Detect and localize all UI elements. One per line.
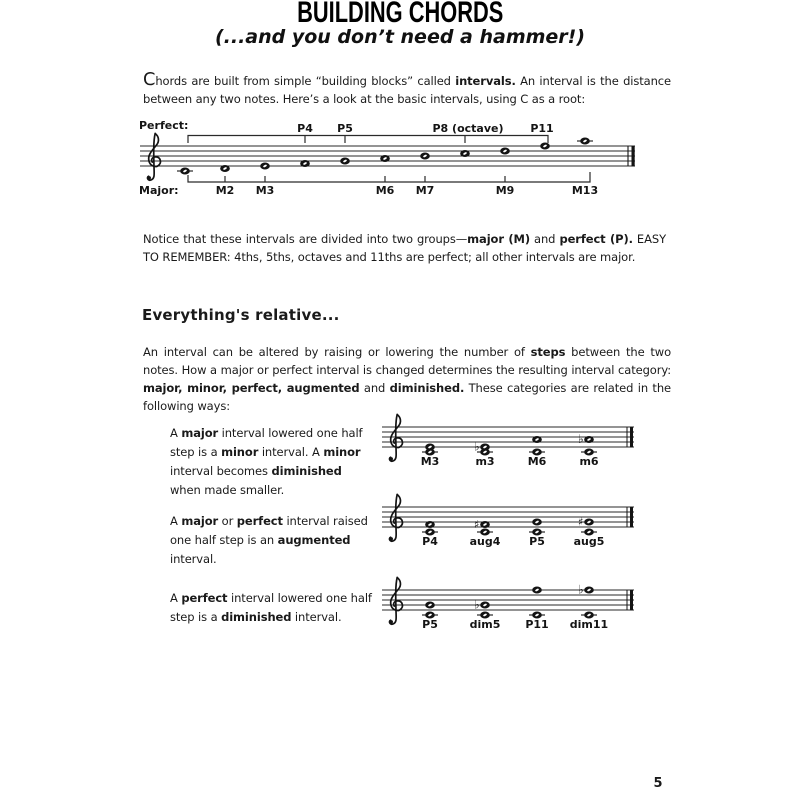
interval-label: P5 [337,122,353,135]
note-label: P5 [422,618,438,631]
interval-label: M6 [375,184,395,197]
whole-note [585,437,594,443]
sharp-icon: ♯ [578,515,584,529]
whole-note [541,143,550,149]
whole-note [341,158,350,164]
main-interval-staff [135,118,665,213]
page-number: 5 [653,776,663,791]
flat-icon: ♭ [474,439,480,454]
whole-note [381,156,390,162]
note-label: dim11 [569,618,609,631]
note-label: m6 [579,455,599,468]
interval-label: P4 [297,122,313,135]
interval-label: M13 [571,184,599,197]
flat-icon: ♭ [474,597,480,612]
whole-note [585,587,594,593]
perfect-label: Perfect: [139,119,189,132]
flat-icon: ♭ [578,432,584,446]
example-text-diminished: A perfect interval lowered one half step is a diminished interval. [170,591,372,624]
section-heading: Everything's relative... [142,306,340,324]
note-label: M6 [527,455,547,468]
interval-label: M9 [495,184,515,197]
treble-clef-icon [389,495,402,542]
whole-note [533,519,542,525]
interval-bracket-perfect [188,136,548,144]
whole-note [581,138,590,144]
interval-label: M2 [215,184,235,197]
example-staff-minor [378,413,648,485]
interval-label: M3 [255,184,275,197]
whole-note [426,602,435,608]
example-text-augmented: A major or perfect interval raised one half step is an augmented interval. [170,514,368,566]
whole-note [501,148,510,154]
treble-clef-icon [147,134,160,181]
alteration-paragraph: An interval can be altered by raising or lowering the number of steps between the two notes. How a major or perfect interval is changed determines the resulting interval category: major, minor, perfect, augmented and diminished. These categories are related in the following ways: [143,345,672,413]
notice-paragraph: Notice that these intervals are divided into two groups—major (M) and perfect (P). EASY TO REMEMBER: 4ths, 5ths, octaves and 11ths are perfect; all other intervals are major. [143,232,666,264]
note-label: P11 [525,618,549,631]
whole-note [301,161,310,167]
example-text-minor: A major interval lowered one half step is a minor interval. A minor interval becomes diminished when made smaller. [170,426,363,497]
note-label: P4 [422,535,438,548]
whole-note [585,519,594,525]
note-label: M3 [420,455,440,468]
major-label: Major: [139,184,179,197]
whole-note [221,166,230,172]
note-label: P5 [529,535,545,548]
staff-lines [382,427,634,447]
treble-clef-icon [389,415,402,462]
interval-label: P8 (octave) [432,122,504,135]
interval-label: M7 [415,184,435,197]
intro-paragraph: Chords are built from simple “building blocks” called intervals. An interval is the distance between any two notes. Here’s a look at the basic intervals, using C as a root: [143,69,671,106]
flat-icon: ♭ [578,582,584,597]
treble-clef-icon [389,578,402,625]
note-label: aug5 [573,535,605,548]
note-label: aug4 [469,535,501,548]
note-label: dim5 [469,618,501,631]
note-label: m3 [475,455,495,468]
interval-label: P11 [530,122,554,135]
interval-bracket-major [188,172,590,182]
staff-lines [382,590,634,610]
whole-note [426,522,435,528]
whole-note [481,602,490,608]
page-title: BUILDING CHORDS [296,0,504,29]
whole-note [181,168,190,174]
whole-note [481,522,490,528]
notes [422,437,597,455]
staff-lines [382,507,634,527]
notes [422,587,597,618]
whole-note [533,437,542,443]
example-staff-diminished [378,576,648,648]
example-staff-augmented [378,493,648,565]
whole-note [533,587,542,593]
sharp-icon: ♯ [474,518,480,531]
whole-note [421,153,430,159]
page-subtitle: (...and you don’t need a hammer!) [214,26,586,48]
whole-note [461,151,470,157]
whole-note [261,163,270,169]
